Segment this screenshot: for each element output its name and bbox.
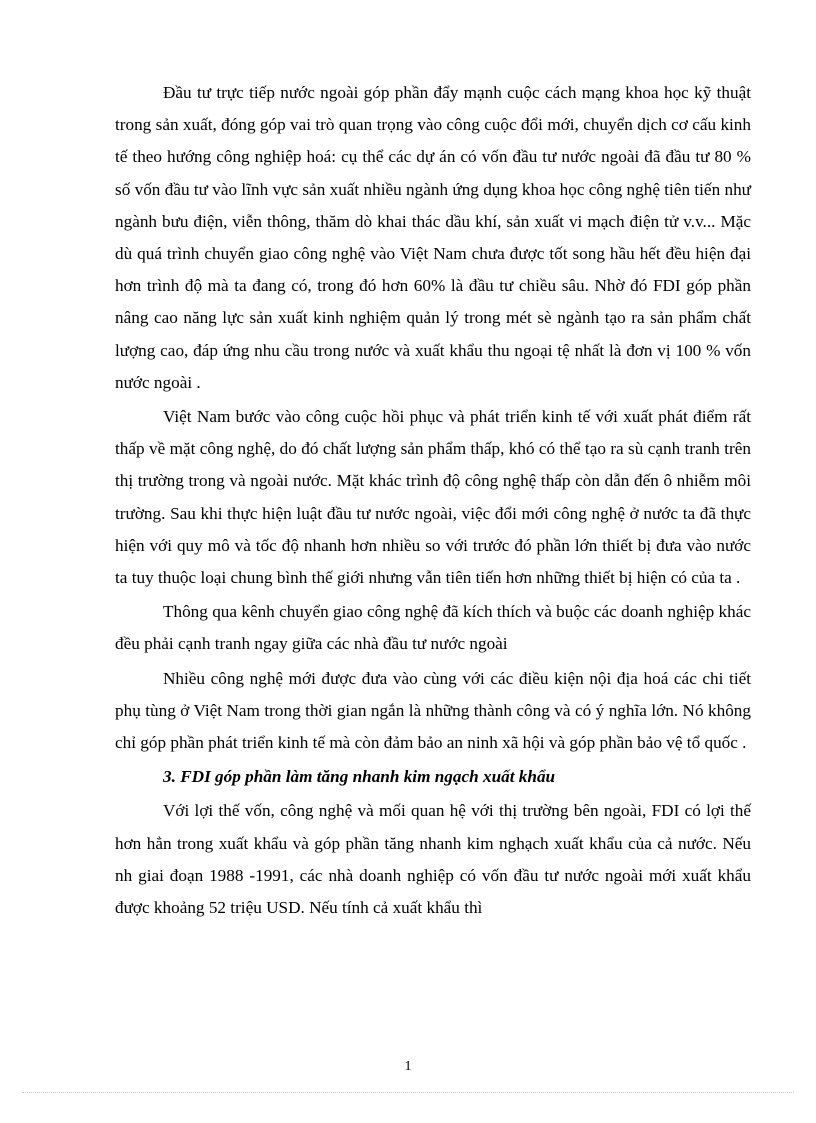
section-heading: 3. FDI góp phần làm tăng nhanh kim ngạch xuất khẩu (163, 767, 556, 787)
paragraph-vietnam-recovery: Việt Nam bước vào công cuộc hồi phục và phát triển kinh tế với xuất phát điểm rất thấp về mặt công nghệ, do đó chất lượng sản phẩm thấp, khó có thể tạo ra sù cạnh tranh trên thị trường trong và ngoài nước. Mặt khác trình độ công nghệ thấp còn dẫn đến ô nhiễm môi trường. Sau khi thực hiện luật đầu tư nước ngoài, việc đổi mới công nghệ ở nước ta đã thực hiện với quy mô và tốc độ nhanh hơn nhiều so với trước đó phần lớn thiết bị đưa vào nước ta tuy thuộc loại chung bình thế giới nhưng vẫn tiên tiến hơn những thiết bị hiện có của ta . (115, 407, 751, 588)
paragraph-export-advantage: Với lợi thế vốn, công nghệ và mối quan hệ với thị trường bên ngoài, FDI có lợi thế hơn hẳn trong xuất khẩu và góp phần tăng nhanh kim nghạch xuất khẩu của cả nước. Nếu nh giai đoạn 1988 -1991, các nhà doanh nghiệp có vốn đầu tư nước ngoài mới xuất khẩu được khoảng 52 triệu USD. Nếu tính cả xuất khẩu thì (115, 801, 751, 918)
paragraph-technology-transfer: Đầu tư trực tiếp nước ngoài góp phần đẩy mạnh cuộc cách mạng khoa học kỹ thuật trong sản xuất, đóng góp vai trò quan trọng vào công cuộc đổi mới, chuyển dịch cơ cấu kinh tế theo hướng công nghiệp hoá: cụ thể các dự án có vốn đầu tư nước ngoài đã đầu tư 80 % số vốn đầu tư vào lĩnh vực sản xuất nhiều ngành ứng dụng khoa học công nghệ tiên tiến như ngành bưu điện, viễn thông, thăm dò khai thác dầu khí, sản xuất vi mạch điện tử v.v... Mặc dù quá trình chuyển giao công nghệ vào Việt Nam chưa được tốt song hầu hết đều hiện đại hơn trình độ mà ta đang có, trong đó hơn 60% là đầu tư chiều sâu. Nhờ đó FDI góp phần nâng cao năng lực sản xuất kinh nghiệm quản lý trong mét sè ngành tạo ra sản phẩm chất lượng cao, đáp ứng nhu cầu trong nước và xuất khẩu thu ngoại tệ nhất là đơn vị 100 % vốn nước ngoài . (115, 83, 751, 392)
paragraph-new-technologies: Nhiều công nghệ mới được đưa vào cùng với các điều kiện nội địa hoá các chi tiết phụ tùng ở Việt Nam trong thời gian ngắn là những thành công và có ý nghĩa lớn. Nó không chỉ góp phần phát triển kinh tế mà còn đảm bảo an ninh xã hội và góp phần bảo vệ tổ quốc . (115, 668, 751, 753)
page-number: 1 (404, 1059, 412, 1074)
footer-divider (22, 1092, 794, 1093)
paragraph-technology-channel: Thông qua kênh chuyển giao công nghệ đã kích thích và buộc các doanh nghiệp khác đều phải cạnh tranh ngay giữa các nhà đầu tư nước ngoài (115, 602, 751, 654)
page-content (115, 77, 751, 926)
